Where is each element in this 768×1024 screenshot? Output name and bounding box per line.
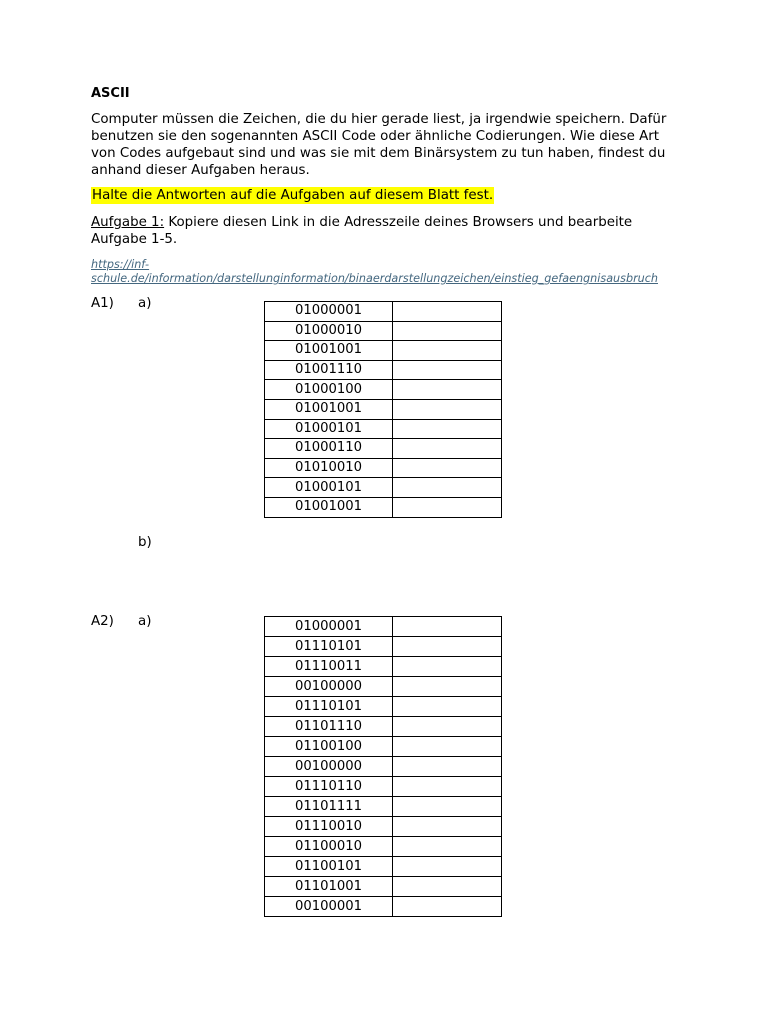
- table-row: [265, 777, 502, 797]
- answer-cell[interactable]: [393, 757, 502, 777]
- answer-cell[interactable]: [393, 497, 502, 517]
- answer-cell[interactable]: [393, 458, 502, 478]
- answer-cell[interactable]: [393, 697, 502, 717]
- table-row: [265, 419, 502, 439]
- answer-cell[interactable]: [393, 478, 502, 498]
- task-1-label: Aufgabe 1:: [91, 215, 165, 230]
- highlighted-instruction: Halte die Antworten auf die Aufgaben auf diesem Blatt fest.: [92, 188, 494, 203]
- answer-cell[interactable]: [393, 341, 502, 361]
- a2-label: A2): [91, 614, 114, 629]
- table-row: [265, 717, 502, 737]
- table-row: [265, 399, 502, 419]
- binary-code-cell: 01001001: [265, 497, 393, 517]
- table-row: [265, 857, 502, 877]
- answer-cell[interactable]: [393, 637, 502, 657]
- binary-code-cell: 01000101: [265, 478, 393, 498]
- binary-code-cell: 01000001: [265, 617, 393, 637]
- binary-code-cell: 01110101: [265, 697, 393, 717]
- table-row: [265, 617, 502, 637]
- table-row: [265, 302, 502, 322]
- binary-code-cell: 01100101: [265, 857, 393, 877]
- table-row: [265, 380, 502, 400]
- binary-code-cell: 01000101: [265, 419, 393, 439]
- table-row: [265, 757, 502, 777]
- answer-cell[interactable]: [393, 797, 502, 817]
- binary-code-cell: 00100000: [265, 677, 393, 697]
- answer-cell[interactable]: [393, 321, 502, 341]
- a2-table-body: [265, 617, 502, 917]
- binary-code-cell: 00100001: [265, 897, 393, 917]
- answer-cell[interactable]: [393, 877, 502, 897]
- answer-cell[interactable]: [393, 737, 502, 757]
- binary-code-cell: 01000001: [265, 302, 393, 322]
- a2-binary-table: [264, 616, 502, 917]
- binary-code-cell: 01101001: [265, 877, 393, 897]
- intro-paragraph: Computer müssen die Zeichen, die du hier gerade liest, ja irgendwie speichern. Dafür benutzen sie den sogenannten ASCII Code oder ähnliche Codierungen. Wie diese Art von Codes aufgebaut sind und was sie mit dem Binärsystem zu tun haben, findest du anhand dieser Aufgaben heraus.: [91, 112, 667, 178]
- answer-cell[interactable]: [393, 360, 502, 380]
- task-link[interactable]: https://inf-schule.de/information/darstellunginformation/binaerdarstellungzeichen/einstieg_gefaengnisausbruch: [91, 258, 658, 285]
- binary-code-cell: 01110011: [265, 657, 393, 677]
- answer-cell[interactable]: [393, 302, 502, 322]
- binary-code-cell: 01000100: [265, 380, 393, 400]
- table-row: [265, 897, 502, 917]
- table-row: [265, 677, 502, 697]
- answer-cell[interactable]: [393, 657, 502, 677]
- table-row: [265, 478, 502, 498]
- table-row: [265, 837, 502, 857]
- binary-code-cell: 01000110: [265, 439, 393, 459]
- binary-code-cell: 01001001: [265, 341, 393, 361]
- table-row: [265, 657, 502, 677]
- answer-cell[interactable]: [393, 439, 502, 459]
- binary-code-cell: 01100010: [265, 837, 393, 857]
- answer-cell[interactable]: [393, 817, 502, 837]
- binary-code-cell: 01000010: [265, 321, 393, 341]
- answer-cell[interactable]: [393, 380, 502, 400]
- binary-code-cell: 01001001: [265, 399, 393, 419]
- table-row: [265, 458, 502, 478]
- binary-code-cell: 01100100: [265, 737, 393, 757]
- a2-sub-a-label: a): [138, 614, 152, 629]
- a1-sub-a-label: a): [138, 296, 152, 311]
- task-1: [91, 214, 691, 248]
- table-row: [265, 737, 502, 757]
- binary-code-cell: 01010010: [265, 458, 393, 478]
- binary-code-cell: 01110101: [265, 637, 393, 657]
- table-row: [265, 877, 502, 897]
- binary-code-cell: 01101110: [265, 717, 393, 737]
- answer-cell[interactable]: [393, 857, 502, 877]
- table-row: [265, 797, 502, 817]
- binary-code-cell: 01001110: [265, 360, 393, 380]
- answer-cell[interactable]: [393, 617, 502, 637]
- binary-code-cell: 01110110: [265, 777, 393, 797]
- table-row: [265, 360, 502, 380]
- a1-table-body: [265, 302, 502, 518]
- answer-cell[interactable]: [393, 717, 502, 737]
- answer-cell[interactable]: [393, 777, 502, 797]
- table-row: [265, 341, 502, 361]
- page-title: ASCII: [91, 86, 130, 101]
- task-1-text: Kopiere diesen Link in die Adresszeile deines Browsers und bearbeite Aufgabe 1-5.: [91, 215, 633, 247]
- table-row: [265, 439, 502, 459]
- binary-code-cell: 01101111: [265, 797, 393, 817]
- answer-cell[interactable]: [393, 837, 502, 857]
- answer-cell[interactable]: [393, 419, 502, 439]
- answer-cell[interactable]: [393, 897, 502, 917]
- answer-cell[interactable]: [393, 399, 502, 419]
- table-row: [265, 321, 502, 341]
- binary-code-cell: 00100000: [265, 757, 393, 777]
- a1-label: A1): [91, 296, 114, 311]
- a1-binary-table: [264, 301, 502, 518]
- a1-sub-b-label: b): [138, 535, 152, 550]
- table-row: [265, 637, 502, 657]
- binary-code-cell: 01110010: [265, 817, 393, 837]
- table-row: [265, 817, 502, 837]
- table-row: [265, 497, 502, 517]
- table-row: [265, 697, 502, 717]
- answer-cell[interactable]: [393, 677, 502, 697]
